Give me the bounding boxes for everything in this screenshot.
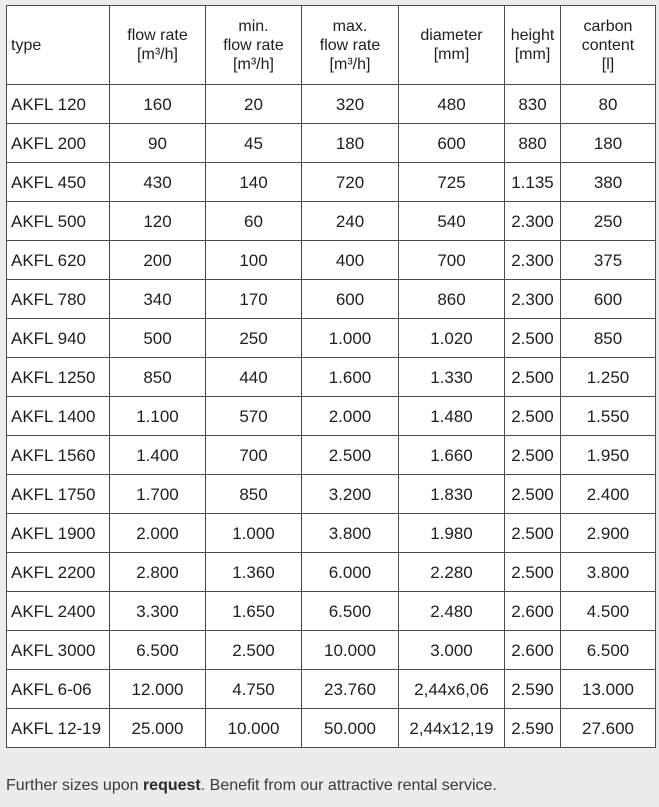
cell-diameter: 1.330: [399, 358, 505, 397]
header-line: [l]: [601, 55, 615, 73]
cell-max-flow-rate: 2.000: [302, 397, 399, 436]
cell-max-flow-rate: 50.000: [302, 709, 399, 748]
header-line: max.: [332, 17, 368, 35]
header-line: [mm]: [433, 46, 470, 63]
cell-min-flow-rate: 1.650: [206, 592, 302, 631]
cell-min-flow-rate: 170: [206, 280, 302, 319]
cell-height: 2.600: [505, 592, 561, 631]
cell-max-flow-rate: 1.600: [302, 358, 399, 397]
cell-type: AKFL 500: [7, 202, 110, 241]
table-row: [7, 670, 656, 709]
header-flow-rate: [110, 6, 206, 85]
cell-min-flow-rate: 850: [206, 475, 302, 514]
table-row: [7, 202, 656, 241]
header-carbon-content: [561, 6, 656, 85]
table-row: [7, 124, 656, 163]
cell-flow-rate: 2.000: [110, 514, 206, 553]
cell-carbon-content: 4.500: [561, 592, 656, 631]
cell-type: AKFL 1560: [7, 436, 110, 475]
cell-min-flow-rate: 1.000: [206, 514, 302, 553]
header-height: [505, 6, 561, 85]
cell-carbon-content: 375: [561, 241, 656, 280]
cell-diameter: 725: [399, 163, 505, 202]
cell-diameter: 2,44x12,19: [399, 709, 505, 748]
cell-flow-rate: 90: [110, 124, 206, 163]
cell-flow-rate: 1.400: [110, 436, 206, 475]
cell-carbon-content: 27.600: [561, 709, 656, 748]
cell-height: 2.300: [505, 202, 561, 241]
cell-max-flow-rate: 23.760: [302, 670, 399, 709]
cell-flow-rate: 500: [110, 319, 206, 358]
header-line: diameter: [420, 27, 483, 44]
cell-height: 2.300: [505, 241, 561, 280]
cell-height: 2.590: [505, 709, 561, 748]
cell-diameter: 2.280: [399, 553, 505, 592]
cell-flow-rate: 25.000: [110, 709, 206, 748]
cell-min-flow-rate: 100: [206, 241, 302, 280]
cell-carbon-content: 1.950: [561, 436, 656, 475]
header-line: min.: [238, 17, 269, 35]
cell-height: 2.600: [505, 631, 561, 670]
cell-flow-rate: 340: [110, 280, 206, 319]
cell-height: 880: [505, 124, 561, 163]
cell-carbon-content: 2.900: [561, 514, 656, 553]
cell-min-flow-rate: 140: [206, 163, 302, 202]
cell-type: AKFL 120: [7, 85, 110, 124]
cell-diameter: 700: [399, 241, 505, 280]
cell-diameter: 3.000: [399, 631, 505, 670]
cell-max-flow-rate: 600: [302, 280, 399, 319]
cell-flow-rate: 160: [110, 85, 206, 124]
cell-max-flow-rate: 6.500: [302, 592, 399, 631]
cell-min-flow-rate: 700: [206, 436, 302, 475]
cell-max-flow-rate: 3.200: [302, 475, 399, 514]
cell-type: AKFL 3000: [7, 631, 110, 670]
cell-carbon-content: 1.250: [561, 358, 656, 397]
table-row: [7, 358, 656, 397]
header-diameter: [399, 6, 505, 85]
cell-type: AKFL 940: [7, 319, 110, 358]
cell-max-flow-rate: 2.500: [302, 436, 399, 475]
cell-min-flow-rate: 60: [206, 202, 302, 241]
cell-carbon-content: 600: [561, 280, 656, 319]
footnote-request-link[interactable]: request: [142, 777, 201, 794]
cell-flow-rate: 120: [110, 202, 206, 241]
cell-max-flow-rate: 720: [302, 163, 399, 202]
cell-flow-rate: 3.300: [110, 592, 206, 631]
cell-carbon-content: 13.000: [561, 670, 656, 709]
header-line: flow rate: [127, 27, 188, 44]
table-row: [7, 436, 656, 475]
cell-diameter: 1.660: [399, 436, 505, 475]
cell-carbon-content: 180: [561, 124, 656, 163]
cell-height: 2.500: [505, 436, 561, 475]
cell-type: AKFL 1750: [7, 475, 110, 514]
header-line: height: [510, 27, 555, 44]
cell-max-flow-rate: 3.800: [302, 514, 399, 553]
cell-diameter: 2,44x6,06: [399, 670, 505, 709]
filter-spec-table: [6, 5, 656, 748]
table-row: [7, 709, 656, 748]
table-row: [7, 631, 656, 670]
cell-flow-rate: 1.100: [110, 397, 206, 436]
cell-min-flow-rate: 10.000: [206, 709, 302, 748]
table-row: [7, 85, 656, 124]
cell-min-flow-rate: 250: [206, 319, 302, 358]
table-row: [7, 319, 656, 358]
cell-carbon-content: 3.800: [561, 553, 656, 592]
cell-flow-rate: 430: [110, 163, 206, 202]
footnote: [6, 777, 497, 795]
header-line: [mm]: [514, 46, 551, 63]
cell-min-flow-rate: 4.750: [206, 670, 302, 709]
footnote-text-after: . Benefit from our attractive rental service.: [200, 777, 497, 794]
cell-height: 1.135: [505, 163, 561, 202]
cell-height: 2.500: [505, 514, 561, 553]
cell-diameter: 2.480: [399, 592, 505, 631]
cell-diameter: 1.480: [399, 397, 505, 436]
cell-type: AKFL 2200: [7, 553, 110, 592]
cell-min-flow-rate: 1.360: [206, 553, 302, 592]
cell-type: AKFL 620: [7, 241, 110, 280]
cell-height: 2.500: [505, 397, 561, 436]
table-row: [7, 163, 656, 202]
cell-type: AKFL 780: [7, 280, 110, 319]
cell-height: 2.500: [505, 553, 561, 592]
cell-height: 830: [505, 85, 561, 124]
cell-carbon-content: 2.400: [561, 475, 656, 514]
spec-table-container: [6, 5, 655, 748]
table-row: [7, 397, 656, 436]
table-row: [7, 514, 656, 553]
header-line: [m³/h]: [329, 55, 371, 73]
cell-flow-rate: 2.800: [110, 553, 206, 592]
table-row: [7, 592, 656, 631]
cell-diameter: 1.980: [399, 514, 505, 553]
cell-min-flow-rate: 45: [206, 124, 302, 163]
header-line: content: [581, 36, 635, 54]
cell-height: 2.300: [505, 280, 561, 319]
cell-type: AKFL 450: [7, 163, 110, 202]
cell-type: AKFL 6-06: [7, 670, 110, 709]
cell-min-flow-rate: 440: [206, 358, 302, 397]
header-max-flow-rate: [302, 6, 399, 85]
cell-type: AKFL 1900: [7, 514, 110, 553]
cell-flow-rate: 12.000: [110, 670, 206, 709]
header-line: type: [11, 36, 42, 54]
header-type: [7, 6, 110, 85]
cell-min-flow-rate: 2.500: [206, 631, 302, 670]
table-body: [7, 85, 656, 748]
cell-max-flow-rate: 180: [302, 124, 399, 163]
cell-max-flow-rate: 6.000: [302, 553, 399, 592]
cell-diameter: 860: [399, 280, 505, 319]
cell-min-flow-rate: 570: [206, 397, 302, 436]
cell-flow-rate: 200: [110, 241, 206, 280]
cell-diameter: 540: [399, 202, 505, 241]
cell-max-flow-rate: 10.000: [302, 631, 399, 670]
cell-height: 2.500: [505, 358, 561, 397]
table-row: [7, 475, 656, 514]
cell-type: AKFL 2400: [7, 592, 110, 631]
cell-carbon-content: 6.500: [561, 631, 656, 670]
table-header: [7, 6, 656, 85]
header-line: [m³/h]: [233, 55, 274, 73]
cell-diameter: 1.020: [399, 319, 505, 358]
cell-type: AKFL 200: [7, 124, 110, 163]
cell-diameter: 1.830: [399, 475, 505, 514]
table-row: [7, 553, 656, 592]
cell-carbon-content: 380: [561, 163, 656, 202]
table-row: [7, 280, 656, 319]
cell-carbon-content: 250: [561, 202, 656, 241]
cell-min-flow-rate: 20: [206, 85, 302, 124]
cell-type: AKFL 12-19: [7, 709, 110, 748]
footnote-text-before: Further sizes upon: [6, 777, 143, 794]
header-line: carbon: [583, 17, 633, 35]
header-row: [7, 6, 656, 85]
cell-height: 2.590: [505, 670, 561, 709]
cell-type: AKFL 1250: [7, 358, 110, 397]
cell-max-flow-rate: 240: [302, 202, 399, 241]
cell-height: 2.500: [505, 319, 561, 358]
cell-flow-rate: 1.700: [110, 475, 206, 514]
cell-flow-rate: 850: [110, 358, 206, 397]
cell-type: AKFL 1400: [7, 397, 110, 436]
header-min-flow-rate: [206, 6, 302, 85]
cell-max-flow-rate: 400: [302, 241, 399, 280]
cell-max-flow-rate: 1.000: [302, 319, 399, 358]
cell-diameter: 480: [399, 85, 505, 124]
table-row: [7, 241, 656, 280]
cell-carbon-content: 1.550: [561, 397, 656, 436]
cell-carbon-content: 850: [561, 319, 656, 358]
cell-carbon-content: 80: [561, 85, 656, 124]
header-line: flow rate: [319, 36, 381, 54]
header-line: flow rate: [223, 36, 284, 54]
cell-diameter: 600: [399, 124, 505, 163]
cell-max-flow-rate: 320: [302, 85, 399, 124]
cell-flow-rate: 6.500: [110, 631, 206, 670]
header-line: [m³/h]: [137, 46, 178, 63]
cell-height: 2.500: [505, 475, 561, 514]
